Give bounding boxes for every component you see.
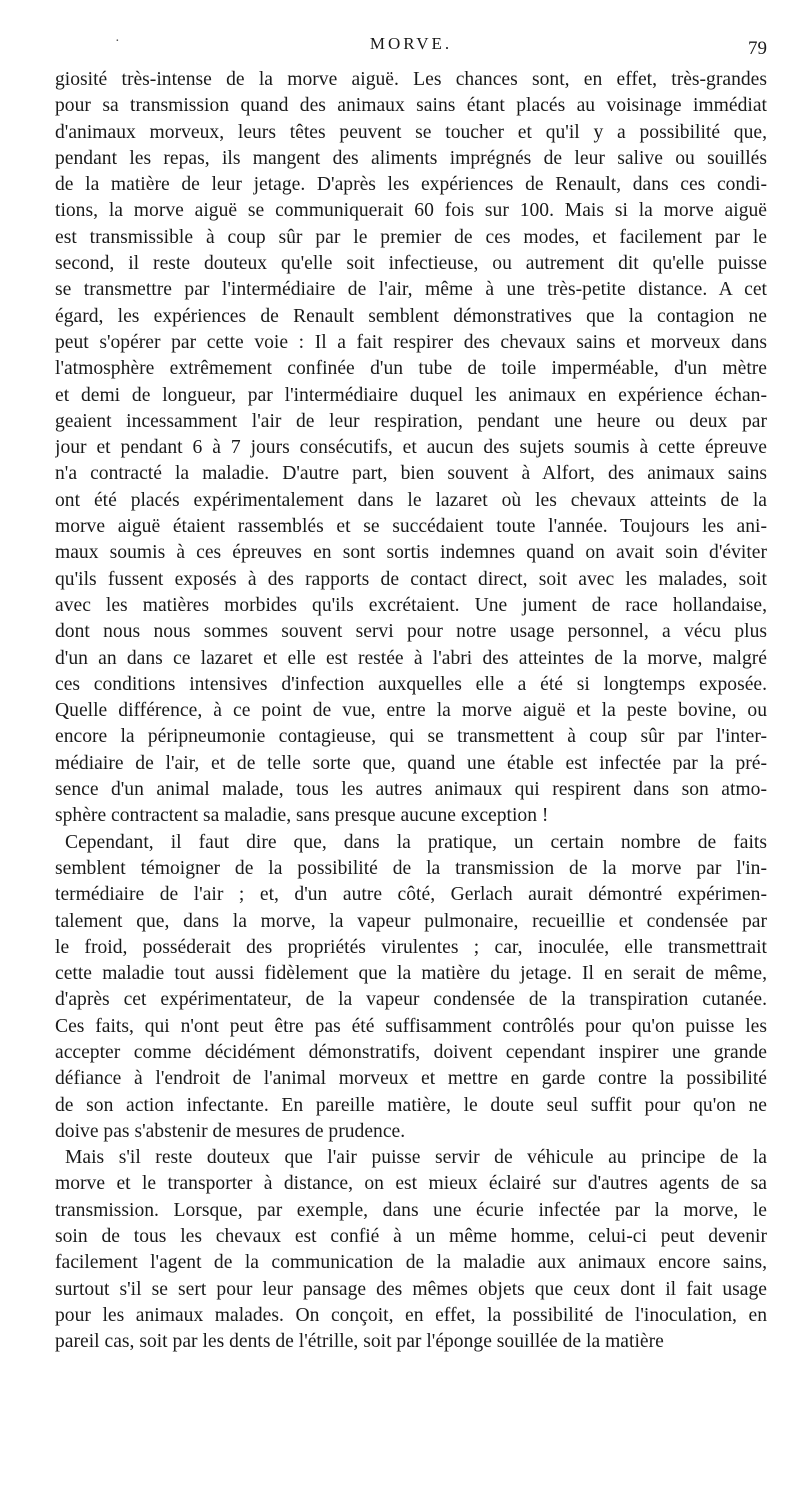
paragraph [55,1145,767,1355]
text-line: égard, les expériences de Renault semblent démonstratives que la contagion ne [55,305,767,327]
text-line: ont été placés expérimentalement dans le lazaret où les chevaux atteints de la [55,489,767,511]
text-line: de son action infectante. En pareille matière, le doute seul suffit pour qu'on ne [55,1094,767,1116]
text-line: n'a contracté la maladie. D'autre part, bien souvent à Alfort, des animaux sains [55,463,767,485]
text-line: termédiaire de l'air ; et, d'un autre côté, Gerlach aurait démontré expérimen- [55,884,767,906]
text-line: geaient incessamment l'air de leur respiration, pendant une heure ou deux par [55,410,767,432]
text-line: et demi de longueur, par l'intermédiaire duquel les animaux en expérience échan- [55,384,767,406]
text-line: encore la péripneumonie contagieuse, qui se transmettent à coup sûr par l'inter- [55,726,767,748]
text-line: défiance à l'endroit de l'animal morveux et mettre en garde contre la possibilité [55,1068,767,1090]
text-line: se transmettre par l'intermédiaire de l'air, même à une très-petite distance. A cet [55,279,767,301]
text-line: sence d'un animal malade, tous les autres animaux qui respirent dans son atmo- [55,779,767,801]
text-line: tions, la morve aiguë se communiquerait 60 fois sur 100. Mais si la morve aiguë [55,200,767,222]
running-head [55,34,767,60]
text-line: surtout s'il se sert pour leur pansage des mêmes objets que ceux dont il fait usage [55,1278,767,1300]
text-line: accepter comme décidément démonstratifs, doivent cependant inspirer une grande [55,1041,767,1063]
text-line: transmission. Lorsque, par exemple, dans une écurie infectée par la morve, le [55,1199,767,1221]
text-line: l'atmosphère extrêmement confinée d'un tube de toile imperméable, d'un mètre [55,358,767,380]
text-line: de la matière de leur jetage. D'après les expériences de Renault, dans ces condi- [55,174,767,196]
text-line: peut s'opérer par cette voie : Il a fait respirer des chevaux sains et morveux dans [55,331,767,353]
text-line: d'après cet expérimentateur, de la vapeur condensée de la transpiration cutanée. [55,989,767,1011]
body-text [55,67,767,1356]
page-number: 79 [748,38,767,59]
text-line: sphère contractent sa maladie, sans presque aucune exception ! [55,805,549,827]
text-line: jour et pendant 6 à 7 jours consécutifs, et aucun des sujets soumis à cette épreuve [55,437,767,459]
text-line: semblent témoigner de la possibilité de la transmission de la morve par l'in- [55,857,767,879]
text-line: pareil cas, soit par les dents de l'étrille, soit par l'éponge souillée de la matière [55,1331,664,1353]
text-line: facilement l'agent de la communication de la maladie aux animaux encore sains, [55,1252,767,1274]
text-line: morve et le transporter à distance, on est mieux éclairé sur d'autres agents de sa [55,1173,767,1195]
ornament-mark: · [115,34,120,49]
text-line: cette maladie tout aussi fidèlement que la matière du jetage. Il en serait de même, [55,963,767,985]
text-line: pour les animaux malades. On conçoit, en effet, la possibilité de l'inoculation, en [55,1304,767,1326]
text-line: second, il reste douteux qu'elle soit infectieuse, ou autrement dit qu'elle puisse [55,253,767,275]
text-line: d'animaux morveux, leurs têtes peuvent se toucher et qu'il y a possibilité que, [55,121,767,143]
text-line: est transmissible à coup sûr par le premier de ces modes, et facilement par le [55,226,767,248]
text-line: talement que, dans la morve, la vapeur pulmonaire, recueillie et condensée par [55,910,767,932]
text-line: le froid, posséderait des propriétés virulentes ; car, inoculée, elle transmettrait [55,936,767,958]
text-line: Ces faits, qui n'ont peut être pas été suffisamment contrôlés pour qu'on puisse les [55,1015,767,1037]
paragraph [55,830,767,1146]
text-line: pendant les repas, ils mangent des aliments imprégnés de leur salive ou souillés [55,147,767,169]
text-line: morve aiguë étaient rassemblés et se succédaient toute l'année. Toujours les ani- [55,516,767,538]
text-line: Cependant, il faut dire que, dans la pratique, un certain nombre de faits [65,831,767,853]
text-line: doive pas s'abstenir de mesures de prudence. [55,1120,406,1142]
running-title: MORVE. [369,34,453,53]
text-line: giosité très-intense de la morve aiguë. Les chances sont, en effet, très-grandes [55,69,767,90]
text-line: dont nous nous sommes souvent servi pour notre usage personnel, a vécu plus [55,621,767,643]
text-line: avec les matières morbides qu'ils excrétaient. Une jument de race hollandaise, [55,594,767,616]
text-line: ces conditions intensives d'infection auxquelles elle a été si longtemps exposée. [55,673,767,695]
text-line: qu'ils fussent exposés à des rapports de contact direct, soit avec les malades, soit [55,568,767,590]
text-line: soin de tous les chevaux est confié à un même homme, celui-ci peut devenir [55,1226,767,1248]
text-line: médiaire de l'air, et de telle sorte que, quand une étable est infectée par la pré- [55,752,767,774]
text-line: pour sa transmission quand des animaux sains étant placés au voisinage immédiat [55,95,767,117]
text-line: maux soumis à ces épreuves en sont sortis indemnes quand on avait soin d'éviter [55,542,767,564]
text-line: Mais s'il reste douteux que l'air puisse servir de véhicule au principe de la [65,1147,767,1169]
text-line: Quelle différence, à ce point de vue, entre la morve aiguë et la peste bovine, ou [55,700,767,722]
paragraph [55,67,767,830]
text-line: d'un an dans ce lazaret et elle est restée à l'abri des atteintes de la morve, malgré [55,647,767,669]
